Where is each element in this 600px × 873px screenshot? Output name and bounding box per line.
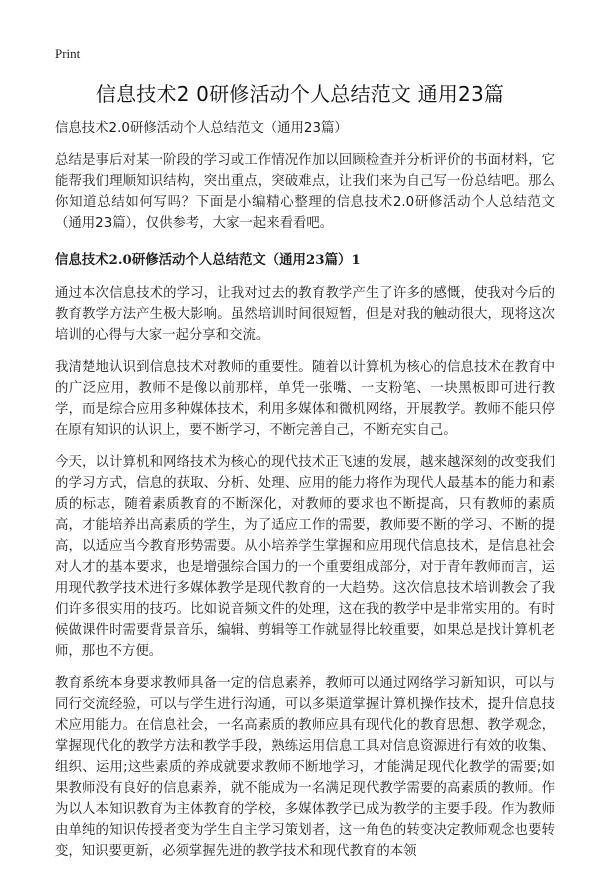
print-link[interactable]: Print xyxy=(55,46,81,61)
body-paragraph: 我清楚地认识到信息技术对教师的重要性。随着以计算机为核心的信息技术在教育中的广泛应用，教师不是像以前那样，单凭一张嘴、一支粉笔、一块黑板即可进行教学，而是综合应用多种媒体技术，利用多媒体和微机网络，开展教学。教师不能只停在原有知识的认识上，要不断学习，不断完善自己，不断充实自己。 xyxy=(55,360,555,438)
document-body xyxy=(55,118,555,873)
intro-paragraph: 总结是事后对某一阶段的学习或工作情况作加以回顾检查并分析评价的书面材料，它能帮我们理顺知识结构，突出重点，突破难点，让我们来为自己写一份总结吧。那么你知道总结如何写吗？下面是小编精心整理的信息技术2.0研修活动个人总结范文（通用23篇），仅供参考，大家一起来看看吧。 xyxy=(55,153,555,231)
document-title: 信息技术2 0研修活动个人总结范文 通用23篇 xyxy=(95,82,505,106)
body-paragraph: 教育系统本身要求教师具备一定的信息素养，教师可以通过网络学习新知识，可以与同行交流经验，可以与学生进行沟通，可以多渠道掌握计算机操作技术，提升信息技术应用能力。在信息社会，一名高素质的教师应具有现代化的教育思想、教学观念，掌握现代化的教学方法和教学手段，熟练运用信息工具对信息资源进行有效的收集、组织、运用;这些素质的养成就要求教师不断地学习，才能满足现代化教学的需要;如果教师没有良好的信息素养，就不能成为一名满足现代教学需要的高素质的教师。作为以人本知识教育为主体教育的学校，多媒体教学已成为教学的主要手段。作为教师由单纯的知识传授者变为学生自主学习策划者，这一角色的转变决定教师观念也要转变，知识要更新，必须掌握先进的教学技术和现代教育的本领 xyxy=(55,676,555,859)
document-subtitle: 信息技术2.0研修活动个人总结范文（通用23篇） xyxy=(55,121,348,136)
body-paragraph: 今天，以计算机和网络技术为核心的现代技术正飞速的发展，越来越深刻的改变我们的学习方式，信息的获取、分析、处理、应用的能力将作为现代人最基本的能力和素质的标志，随着素质教育的不断深化，对教师的要求也不断提高，只有教师的素质高，才能培养出高素质的学生，为了适应工作的需要，教师要不断的学习、不断的提高，以适应当今教育形势需要。从小培养学生掌握和应用现代信息技术，是信息社会对人才的基本要求，也是增强综合国力的一个重要组成部分，对于青年教师而言，运用现代教学技术进行多媒体教学是现代教育的一大趋势。这次信息技术培训教会了我们许多很实用的技巧。比如说音频文件的处理，这在我的教学中是非常实用的。有时候做课件时需要背景音乐，编辑、剪辑等工作就显得比较重要，如果总是找计算机老师，那也不方便。 xyxy=(55,455,555,659)
body-paragraph: 通过本次信息技术的学习，让我对过去的教育教学产生了许多的感慨，使我对今后的教育教学方法产生极大影响。虽然培训时间很短暂，但是对我的触动很大，现将这次培训的心得与大家一起分享和交流。 xyxy=(55,286,555,343)
section-heading: 信息技术2.0研修活动个人总结范文（通用23篇）1 xyxy=(55,252,361,268)
